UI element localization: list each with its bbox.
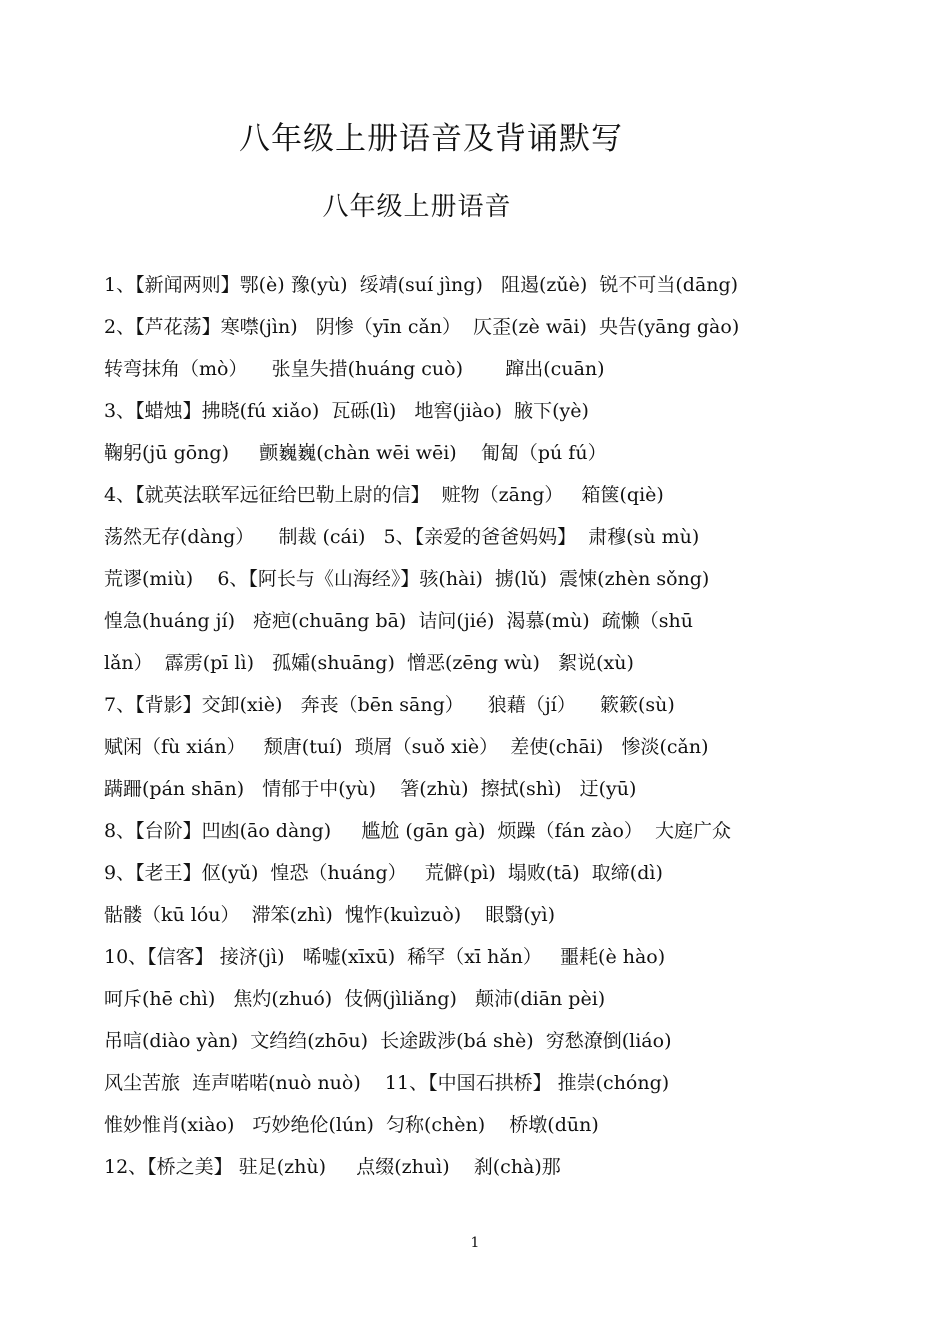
document-title: 八年级上册语音及背诵默写 — [239, 121, 623, 157]
vocab-line: 12、【桥之美】 驻足(zhù) 点缀(zhuì) 刹(chà)那 — [104, 1156, 561, 1178]
vocab-line: 1、【新闻两则】鄂(è) 豫(yù) 绥靖(suí jìng) 阻遏(zǔè) 锐不可当(dāng) — [104, 274, 739, 296]
vocab-line: lǎn） 霹雳(pī lì) 孤孀(shuāng) 憎恶(zēng wù) 絮说(xù) — [104, 652, 634, 674]
vocab-line: 惶急(huáng jí) 疮疤(chuāng bā) 诘问(jié) 渴慕(mù) 疏懒（shū — [104, 610, 693, 632]
vocab-line: 鞠躬(jū gōng) 颤巍巍(chàn wēi wēi) 匍匐（pú fú） — [104, 442, 607, 464]
vocab-line: 惟妙惟肖(xiào) 巧妙绝伦(lún) 匀称(chèn) 桥墩(dūn) — [104, 1114, 599, 1136]
vocab-line: 转弯抹角（mò） 张皇失措(huáng cuò) 蹿出(cuān) — [104, 358, 605, 380]
vocab-line: 9、【老王】伛(yǔ) 惶恐（huáng） 荒僻(pì) 塌败(tā) 取缔(dì) — [104, 862, 663, 884]
vocab-line: 10、【信客】 接济(jì) 唏嘘(xīxū) 稀罕（xī hǎn） 噩耗(è hào) — [104, 946, 666, 968]
page-number: 1 — [470, 1235, 480, 1251]
vocab-line: 8、【台阶】凹凼(āo dàng) 尴尬 (gān gà) 烦躁（fán zào） 大庭广众 — [104, 820, 732, 842]
vocab-line: 2、【芦花荡】寒噤(jìn) 阴惨（yīn cǎn） 仄歪(zè wāi) 央告(yāng gào) — [104, 316, 740, 338]
vocab-line: 赋闲（fù xián） 颓唐(tuí) 琐屑（suǒ xiè） 差使(chāi) 惨淡(cǎn) — [104, 736, 709, 758]
vocab-line: 7、【背影】交卸(xiè) 奔丧（bēn sāng） 狼藉（jí） 簌簌(sù) — [104, 694, 675, 716]
vocab-line: 荒谬(miù) 6、【阿长与《山海经》】骇(hài) 掳(lǔ) 震悚(zhèn sǒng) — [104, 568, 710, 590]
vocab-line: 蹒跚(pán shān) 情郁于中(yù) 箸(zhù) 擦拭(shì) 迂(yū) — [104, 778, 637, 800]
vocab-line: 荡然无存(dàng） 制裁 (cái) 5、【亲爱的爸爸妈妈】 肃穆(sù mù) — [104, 526, 700, 548]
vocab-line: 3、【蜡烛】拂晓(fú xiǎo) 瓦砾(lì) 地窖(jiào) 腋下(yè) — [104, 400, 589, 422]
vocab-line: 呵斥(hē chì) 焦灼(zhuó) 伎俩(jìliǎng) 颠沛(diān pèi) — [104, 988, 606, 1010]
vocab-line: 4、【就英法联军远征给巴勒上尉的信】 赃物（zāng） 箱箧(qiè) — [104, 484, 664, 506]
vocab-line: 吊唁(diào yàn) 文绉绉(zhōu) 长途跋涉(bá shè) 穷愁潦倒(liáo) — [104, 1030, 672, 1052]
vocab-line: 骷髅（kū lóu） 滞笨(zhì) 愧怍(kuìzuò) 眼翳(yì) — [104, 904, 555, 926]
section-subtitle: 八年级上册语音 — [322, 192, 512, 222]
vocab-line: 风尘苦旅 连声喏喏(nuò nuò) 11、【中国石拱桥】 推崇(chóng) — [104, 1072, 670, 1094]
